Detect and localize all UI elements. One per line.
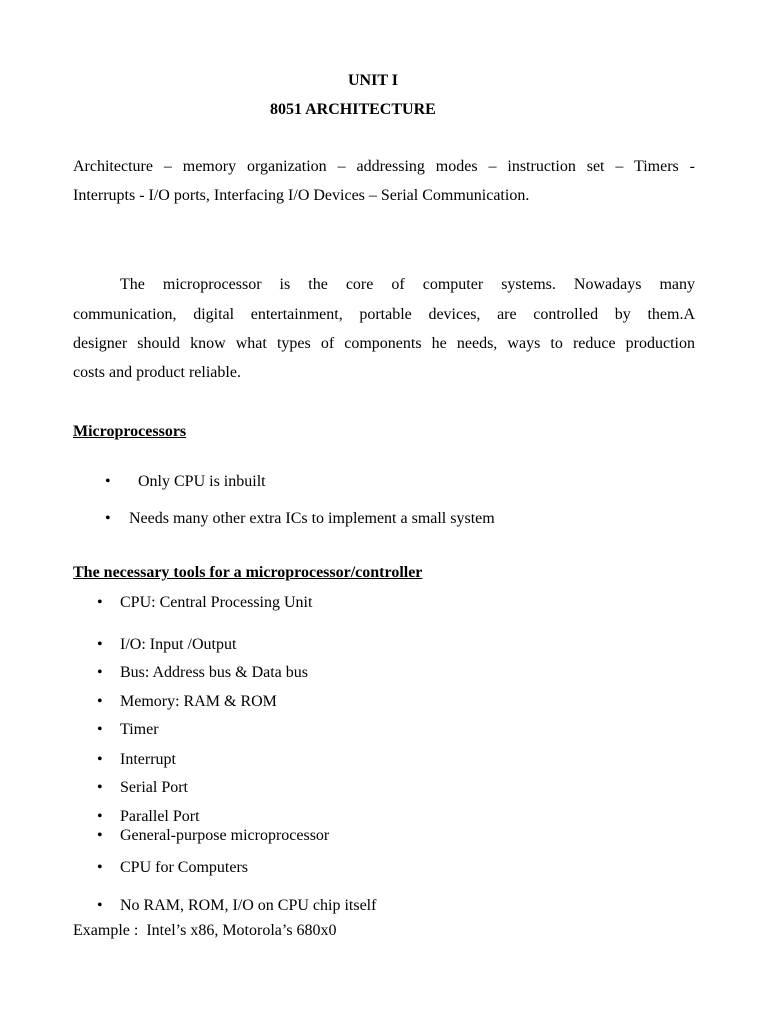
list-item: Parallel Port [120, 808, 200, 825]
example-text: Intel’s x86, Motorola’s 680x0 [146, 922, 337, 939]
bullet-icon: • [105, 473, 111, 490]
syllabus-line-1: Architecture – memory organization – addressing modes – instruction set – Timers - [73, 158, 695, 175]
bullet-icon: • [97, 897, 103, 914]
intro-line-2: communication, digital entertainment, portable devices, are controlled by them.A [73, 306, 695, 323]
bullet-icon: • [97, 721, 103, 738]
intro-line-4: costs and product reliable. [73, 364, 241, 381]
bullet-icon: • [97, 594, 103, 611]
list-item: Bus: Address bus & Data bus [120, 664, 308, 681]
list-item: CPU for Computers [120, 859, 248, 876]
bullet-icon: • [97, 859, 103, 876]
list-item: Memory: RAM & ROM [120, 693, 277, 710]
list-item: Serial Port [120, 779, 188, 796]
bullet-icon: • [97, 751, 103, 768]
bullet-icon: • [105, 510, 111, 527]
list-item: General-purpose microprocessor [120, 827, 330, 844]
unit-heading: UNIT I [348, 72, 398, 89]
list-item: CPU: Central Processing Unit [120, 594, 313, 611]
list-item: I/O: Input /Output [120, 636, 237, 653]
bullet-icon: • [97, 827, 103, 844]
section-heading-tools: The necessary tools for a microprocessor/controller [73, 564, 423, 581]
bullet-icon: • [97, 779, 103, 796]
list-item: Needs many other extra ICs to implement a small system [129, 510, 495, 527]
syllabus-line-2: Interrupts - I/O ports, Interfacing I/O Devices – Serial Communication. [73, 187, 530, 204]
page-title: 8051 ARCHITECTURE [270, 101, 436, 118]
bullet-icon: • [97, 664, 103, 681]
list-item: Interrupt [120, 751, 176, 768]
list-item: Only CPU is inbuilt [138, 473, 266, 490]
bullet-icon: • [97, 808, 103, 825]
section-heading-microprocessors: Microprocessors [73, 423, 187, 440]
list-item: Timer [120, 721, 159, 738]
example-colon: : [129, 922, 147, 939]
example-label: Example [73, 922, 130, 939]
example-line [73, 921, 337, 941]
bullet-icon: • [97, 693, 103, 710]
intro-line-3: designer should know what types of components he needs, ways to reduce production [73, 335, 695, 352]
intro-line-1: The microprocessor is the core of computer systems. Nowadays many [120, 276, 695, 293]
list-item: No RAM, ROM, I/O on CPU chip itself [120, 897, 377, 914]
bullet-icon: • [97, 636, 103, 653]
